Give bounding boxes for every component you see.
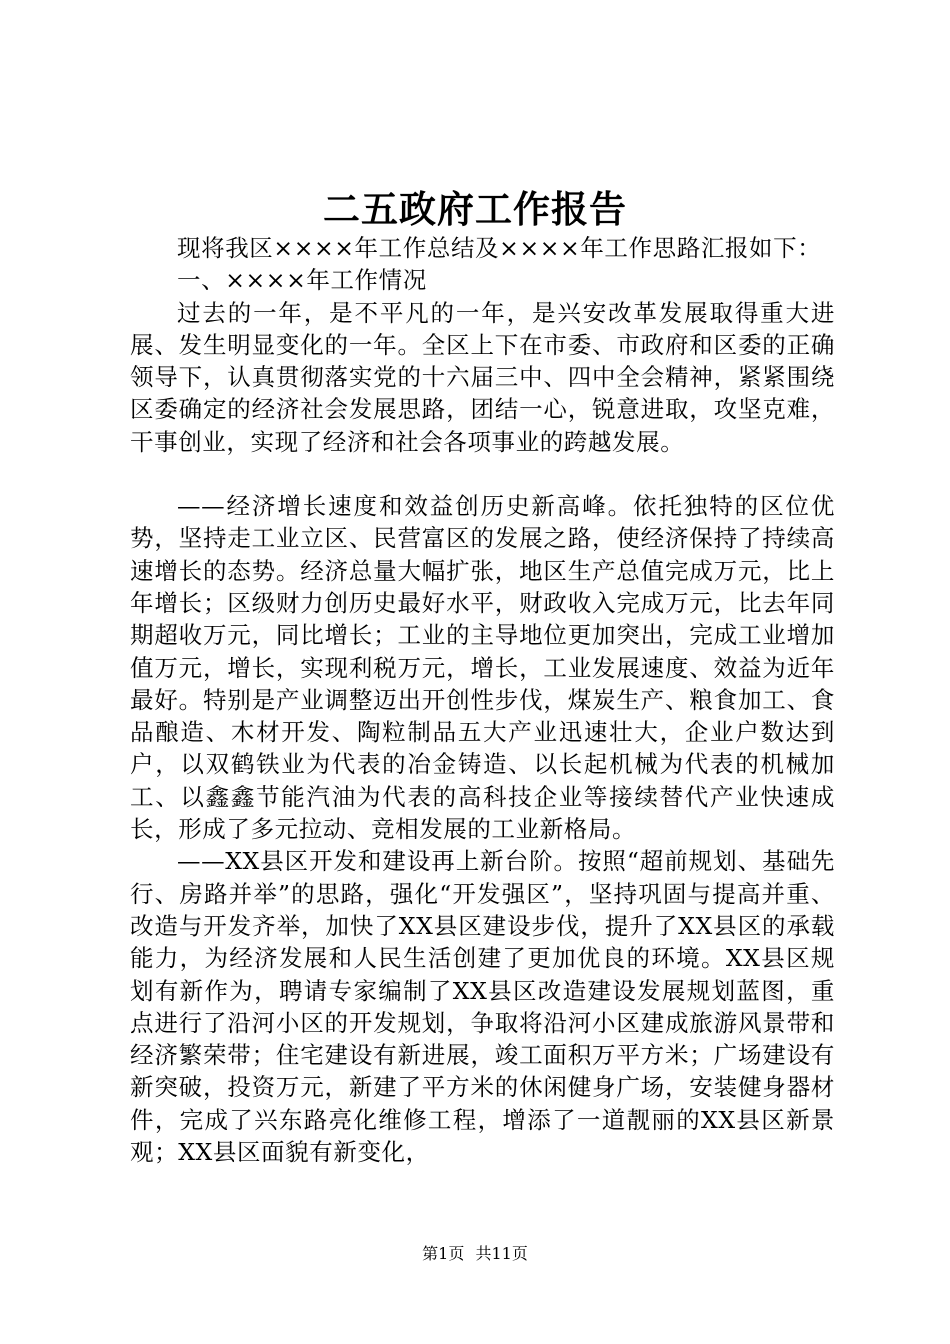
overview-paragraph: 过去的一年，是不平凡的一年，是兴安改革发展取得重大进展、发生明显变化的一年。全区上下在市委、市政府和区委的正确领导下，认真贯彻落实党的十六届三中、四中全会精神，紧紧围绕区委确定的经济社会发展思路，团结一心，锐意进取，攻坚克难，干事创业，实现了经济和社会各项事业的跨越发展。 [130, 298, 835, 456]
page-total: 共11页 [475, 1244, 528, 1263]
economy-paragraph: ——经济增长速度和效益创历史新高峰。依托独特的区位优势，坚持走工业立区、民营富区的发展之路，使经济保持了持续高速增长的态势。经济总量大幅扩张，地区生产总值完成万元，比上年增长；区级财力创历史最好水平，财政收入完成万元，比去年同期超收万元，同比增长；工业的主导地位更加突出，完成工业增加值万元，增长，实现利税万元，增长，工业发展速度、效益为近年最好。特别是产业调整迈出开创性步伐，煤炭生产、粮食加工、食品酿造、木材开发、陶粒制品五大产业迅速壮大，企业户数达到户，以双鹤铁业为代表的冶金铸造、以长起机械为代表的机械加工、以鑫鑫节能汽油为代表的高科技企业等接续替代产业快速成长，形成了多元拉动、竞相发展的工业新格局。 [130, 492, 835, 844]
page-footer [0, 1243, 950, 1265]
county-development-paragraph: ——XX县区开发和建设再上新台阶。按照“超前规划、基础先行、房路并举”的思路，强化“开发强区”，坚持巩固与提高并重、改造与开发齐举，加快了XX县区建设步伐，提升了XX县区的承载能力，为经济发展和人民生活创建了更加优良的环境。XX县区规划有新作为，聘请专家编制了XX县区改造建设发展规划蓝图，重点进行了沿河小区的开发规划，争取将沿河小区建成旅游风景带和经济繁荣带；住宅建设有新进展，竣工面积万平方米；广场建设有新突破，投资万元，新建了平方米的休闲健身广场，安装健身器材件，完成了兴东路亮化维修工程，增添了一道靓丽的XX县区新景观；XX县区面貌有新变化， [130, 847, 835, 1167]
document-body [130, 232, 835, 1168]
section-heading: 一、××××年工作情况 [177, 266, 427, 295]
paragraph-spacer [130, 458, 835, 490]
intro-paragraph: 现将我区××××年工作总结及××××年工作思路汇报如下： [177, 234, 822, 262]
document-title: 二五政府工作报告 [323, 187, 627, 231]
page-number: 第1页 [422, 1244, 465, 1263]
